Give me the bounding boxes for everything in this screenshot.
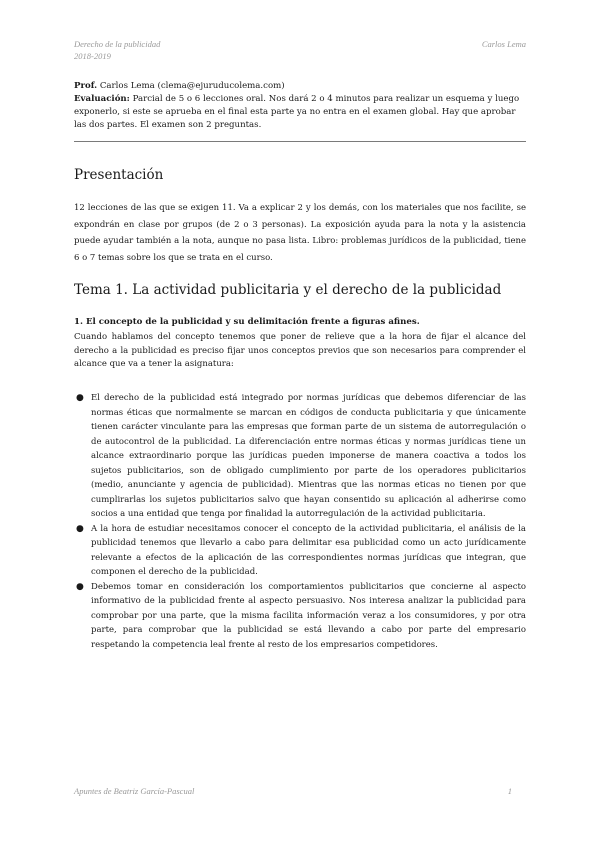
list-item-text: El derecho de la publicidad está integrado por normas jurídicas que debemos diferenciar de las normas éticas que normalmente se marcan en códigos de conducta publicitaria y que únicamente tienen carácter vinculante para las empresas que forman parte de un sistema de autorregulación o de autocontrol de la publicidad. La diferenciación entre normas éticas y normas jurídicas tiene un alcance extraordinario porque las jurídicas pueden imponerse de manera coactiva a todos los sujetos publicitarios, son de obligado cumplimiento por parte de los operadores publicitarios (medio, anunciante y agencia de publicidad). Mientras que las normas eticas no tienen por que cumplirarlas los sujetos publicitarios salvo que hayan consentido su aplicación al adherirse como socios a una entidad que tenga por finalidad la autorregulación de la actividad publicitaria. bbox=[91, 393, 526, 519]
list-item-text: Debemos tomar en consideración los comportamientos publicitarios que concierne al aspecto informativo de la publicidad frente al aspecto persuasivo. Nos interesa analizar la publicidad para comprobar por una parte, que la misma facilita información veraz a los consumidores, y por otra parte, para comprobar que la publicidad se está llevando a cabo por parte del empresario respetando la competencia leal frente al resto de los empresarios competidores. bbox=[91, 581, 526, 650]
course-info bbox=[74, 80, 526, 132]
bullet-icon: ● bbox=[76, 393, 84, 403]
list-item bbox=[74, 391, 526, 522]
horizontal-divider bbox=[74, 141, 526, 142]
tema-1-heading: Tema 1. La actividad publicitaria y el derecho de la publicidad bbox=[74, 282, 502, 298]
section-intro-paragraph: Cuando hablamos del concepto tenemos que poner de relieve que a la hora de fijar el alcance del derecho a la publicidad es preciso fijar unos conceptos previos que son necesarios para comprender el alcance que va a tener la asignatura: bbox=[74, 332, 526, 369]
page-number: 1 bbox=[507, 786, 512, 796]
header-author: Carlos Lema bbox=[481, 39, 526, 49]
professor-line bbox=[74, 80, 526, 93]
bullet-icon: ● bbox=[76, 581, 84, 592]
course-year: 2018-2019 bbox=[74, 51, 111, 61]
page-header bbox=[74, 38, 526, 62]
evaluation-line bbox=[74, 93, 526, 132]
bullet-list bbox=[74, 391, 526, 652]
footer-note: Apuntes de Beatriz García-Pascual bbox=[74, 786, 195, 796]
presentacion-heading: Presentación bbox=[74, 167, 164, 183]
list-item-text: A la hora de estudiar necesitamos conocer el concepto de la actividad publicitaria, el análisis de la publicidad tenemos que llevarlo a cabo para delimitar esa publicidad como un acto jurídicamente relevante a efectos de la aplicación de las correspondientes normas jurídicas que integran, que componen el derecho de la publicidad. bbox=[91, 523, 526, 577]
evaluation-text: Parcial de 5 o 6 lecciones oral. Nos dará 2 o 4 minutos para realizar un esquema y luego exponerlo, si este se aprueba en el final esta parte ya no entra en el examen global. Hay que aprobar las dos partes. El examen son 2 preguntas. bbox=[74, 94, 520, 130]
professor-value: Carlos Lema (clema@ejuruducolema.com) bbox=[99, 81, 285, 91]
list-item bbox=[74, 522, 526, 580]
list-item bbox=[74, 580, 526, 653]
evaluation-label: Evaluación: bbox=[74, 94, 130, 104]
section-1-subheading: 1. El concepto de la publicidad y su delimitación frente a figuras afines. bbox=[74, 317, 420, 327]
course-name: Derecho de la publicidad bbox=[74, 39, 161, 49]
bullet-icon: ● bbox=[76, 523, 84, 534]
presentacion-paragraph: 12 lecciones de las que se exigen 11. Va a explicar 2 y los demás, con los materiales que nos facilite, se expondrán en clase por grupos (de 2 o 3 personas). La exposición ayuda para la nota y la asistencia puede ayudar también a la nota, aunque no pasa lista. Libro: problemas jurídicos de la publicidad, tiene 6 o 7 temas sobre los que se trata en el curso. bbox=[74, 203, 526, 263]
page-footer bbox=[74, 786, 526, 796]
professor-label: Prof. bbox=[74, 81, 98, 91]
